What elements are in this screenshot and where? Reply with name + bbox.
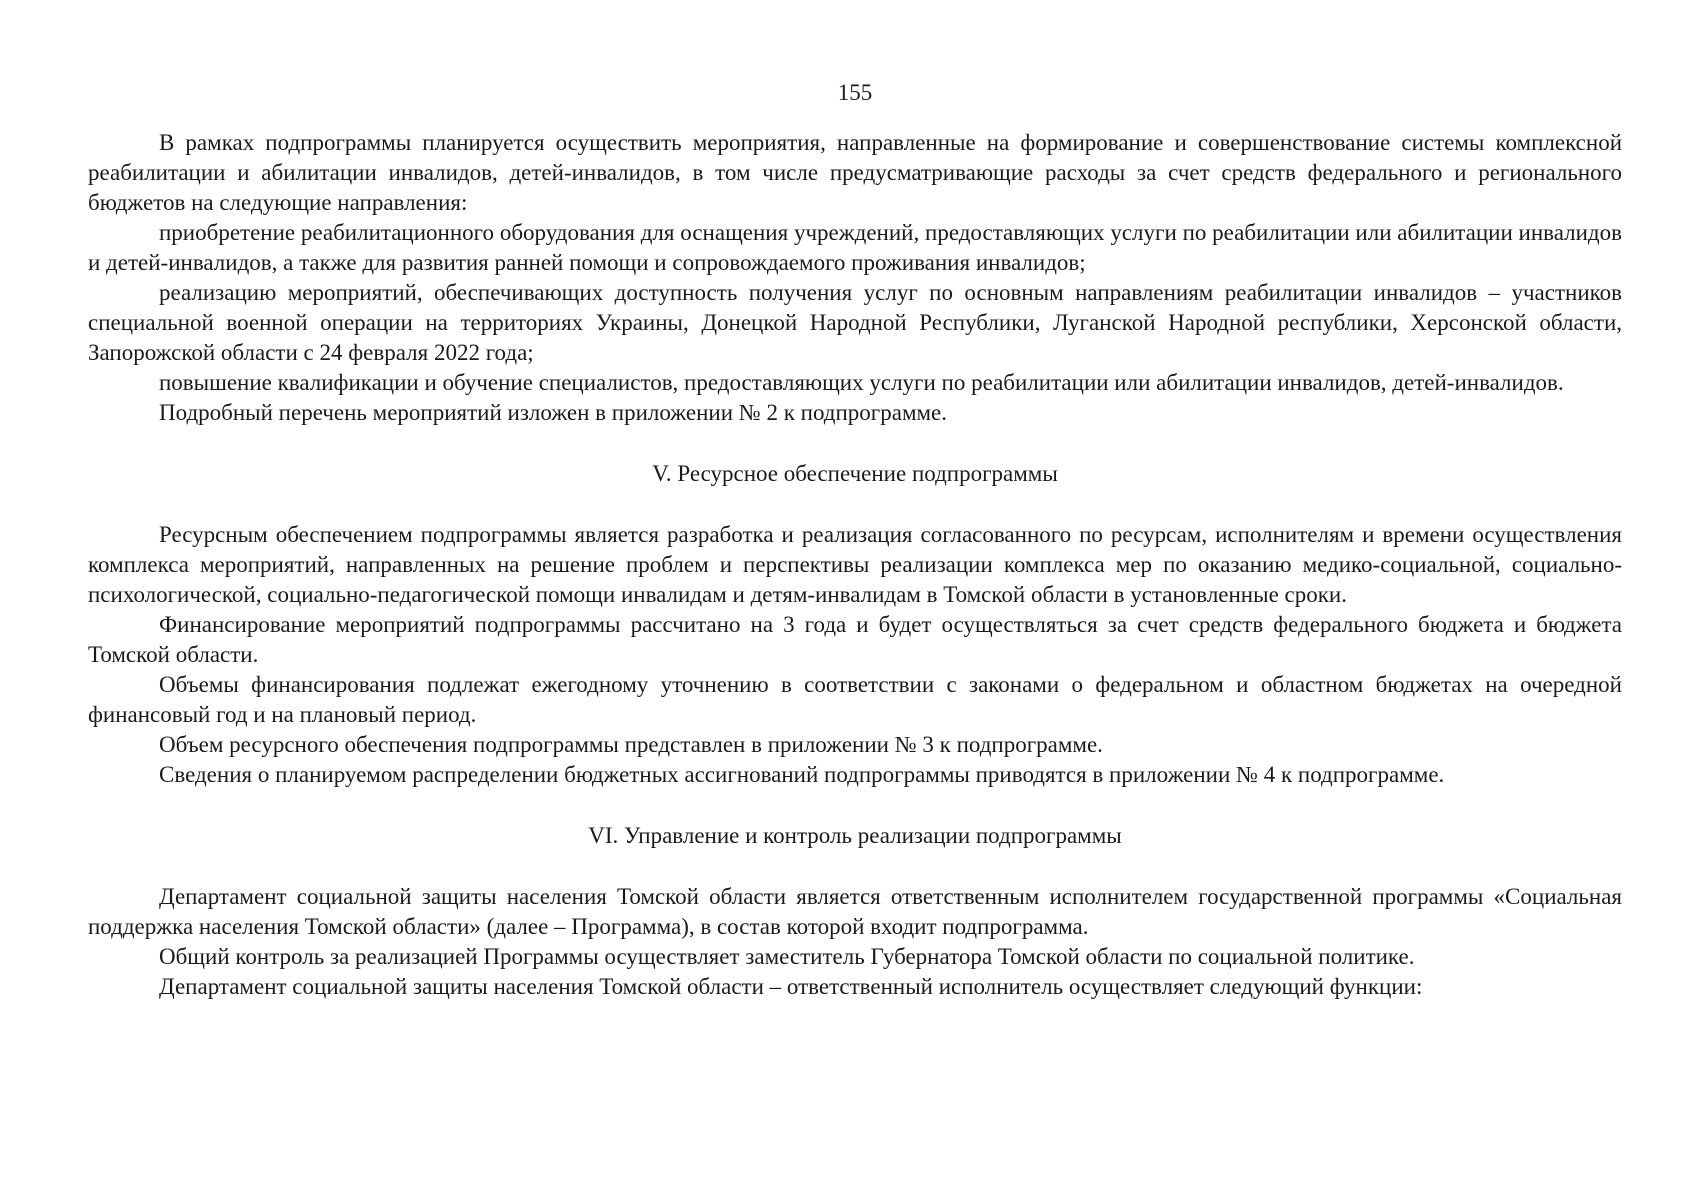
- paragraph-direction-training: повышение квалификации и обучение специалистов, предоставляющих услуги по реабилитации или абилитации инвалидов, детей-инвалидов.: [159, 370, 1564, 395]
- document-page: [88, 78, 1622, 1002]
- section-heading-management: VI. Управление и контроль реализации подпрограммы: [588, 823, 1122, 848]
- paragraph-appendix-4-reference: Сведения о планируемом распределении бюджетных ассигнований подпрограммы приводятся в приложении № 4 к подпрограмме.: [159, 762, 1445, 787]
- paragraph-appendix-2-reference: Подробный перечень мероприятий изложен в приложении № 2 к подпрограмме.: [159, 400, 948, 425]
- page-number: 155: [837, 80, 873, 105]
- paragraph-general-control: Общий контроль за реализацией Программы осуществляет заместитель Губернатора Томской области по социальной политике.: [159, 944, 1415, 969]
- paragraph-financing-term: Финансирование мероприятий подпрограммы рассчитано на 3 года и будет осуществляться за счет средств федерального бюджета и бюджета Томской области.: [88, 612, 1622, 667]
- paragraph-executor-functions: Департамент социальной защиты населения Томской области – ответственный исполнитель осуществляет следующий функции:: [159, 974, 1423, 999]
- paragraph-direction-equipment: приобретение реабилитационного оборудования для оснащения учреждений, предоставляющих услуги по реабилитации или абилитации инвалидов и детей-инвалидов, а также для развития ранней помощи и сопровождаемого проживания инвалидов;: [88, 220, 1622, 275]
- section-heading-resources: V. Ресурсное обеспечение подпрограммы: [652, 461, 1058, 486]
- paragraph-direction-svo: реализацию мероприятий, обеспечивающих доступность получения услуг по основным направлениям реабилитации инвалидов – участников специальной военной операции на территориях Украины, Донецкой Народной Республики, Луганской Народной республики, Херсонской области, Запорожской области с 24 февраля 2022 года;: [88, 280, 1622, 365]
- paragraph-resources-definition: Ресурсным обеспечением подпрограммы является разработка и реализация согласованного по ресурсам, исполнителям и времени осуществления комплекса мероприятий, направленных на решение проблем и перспективы реализации комплекса мер по оказанию медико-социальной, социально-психологической, социально-педагогической помощи инвалидам и детям-инвалидам в Томской области в установленные сроки.: [88, 522, 1622, 607]
- paragraph-appendix-3-reference: Объем ресурсного обеспечения подпрограммы представлен в приложении № 3 к подпрограмме.: [159, 732, 1103, 757]
- paragraph-responsible-executor: Департамент социальной защиты населения Томской области является ответственным исполнителем государственной программы «Социальная поддержка населения Томской области» (далее – Программа), в состав которой входит подпрограмма.: [88, 884, 1622, 939]
- paragraph-intro: В рамках подпрограммы планируется осуществить мероприятия, направленные на формирование и совершенствование системы комплексной реабилитации и абилитации инвалидов, детей-инвалидов, в том числе предусматривающие расходы за счет средств федерального и регионального бюджетов на следующие направления:: [88, 130, 1622, 215]
- paragraph-financing-adjustment: Объемы финансирования подлежат ежегодному уточнению в соответствии с законами о федеральном и областном бюджетах на очередной финансовый год и на плановый период.: [88, 672, 1622, 727]
